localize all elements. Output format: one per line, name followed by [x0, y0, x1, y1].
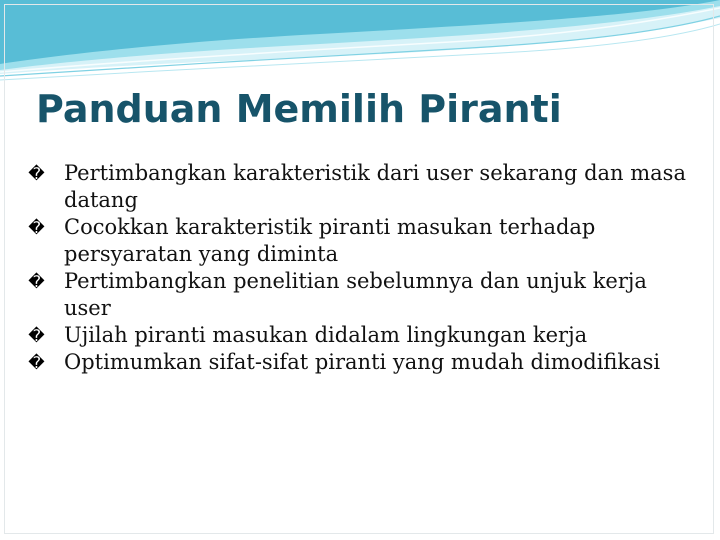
bullet-text: Pertimbangkan penelitian sebelumnya dan unjuk kerja user	[64, 269, 647, 320]
bullet-text: Pertimbangkan karakteristik dari user sekarang dan masa datang	[64, 161, 686, 212]
replacement-glyph-icon: �	[28, 353, 45, 372]
bullet-list	[28, 160, 688, 376]
bullet-item	[28, 322, 688, 349]
replacement-glyph-icon: �	[28, 272, 45, 291]
bullet-item	[28, 214, 688, 268]
replacement-glyph-icon: �	[28, 218, 45, 237]
bullet-item	[28, 349, 688, 376]
bullet-text: Ujilah piranti masukan didalam lingkungan kerja	[64, 323, 588, 347]
bullet-text: Cocokkan karakteristik piranti masukan terhadap persyaratan yang diminta	[64, 215, 596, 266]
replacement-glyph-icon: �	[28, 164, 45, 183]
replacement-glyph-icon: �	[28, 326, 45, 345]
bullet-item	[28, 268, 688, 322]
slide-title: Panduan Memilih Piranti	[36, 87, 562, 131]
bullet-text: Optimumkan sifat-sifat piranti yang mudah dimodifikasi	[64, 350, 661, 374]
bullet-item	[28, 160, 688, 214]
